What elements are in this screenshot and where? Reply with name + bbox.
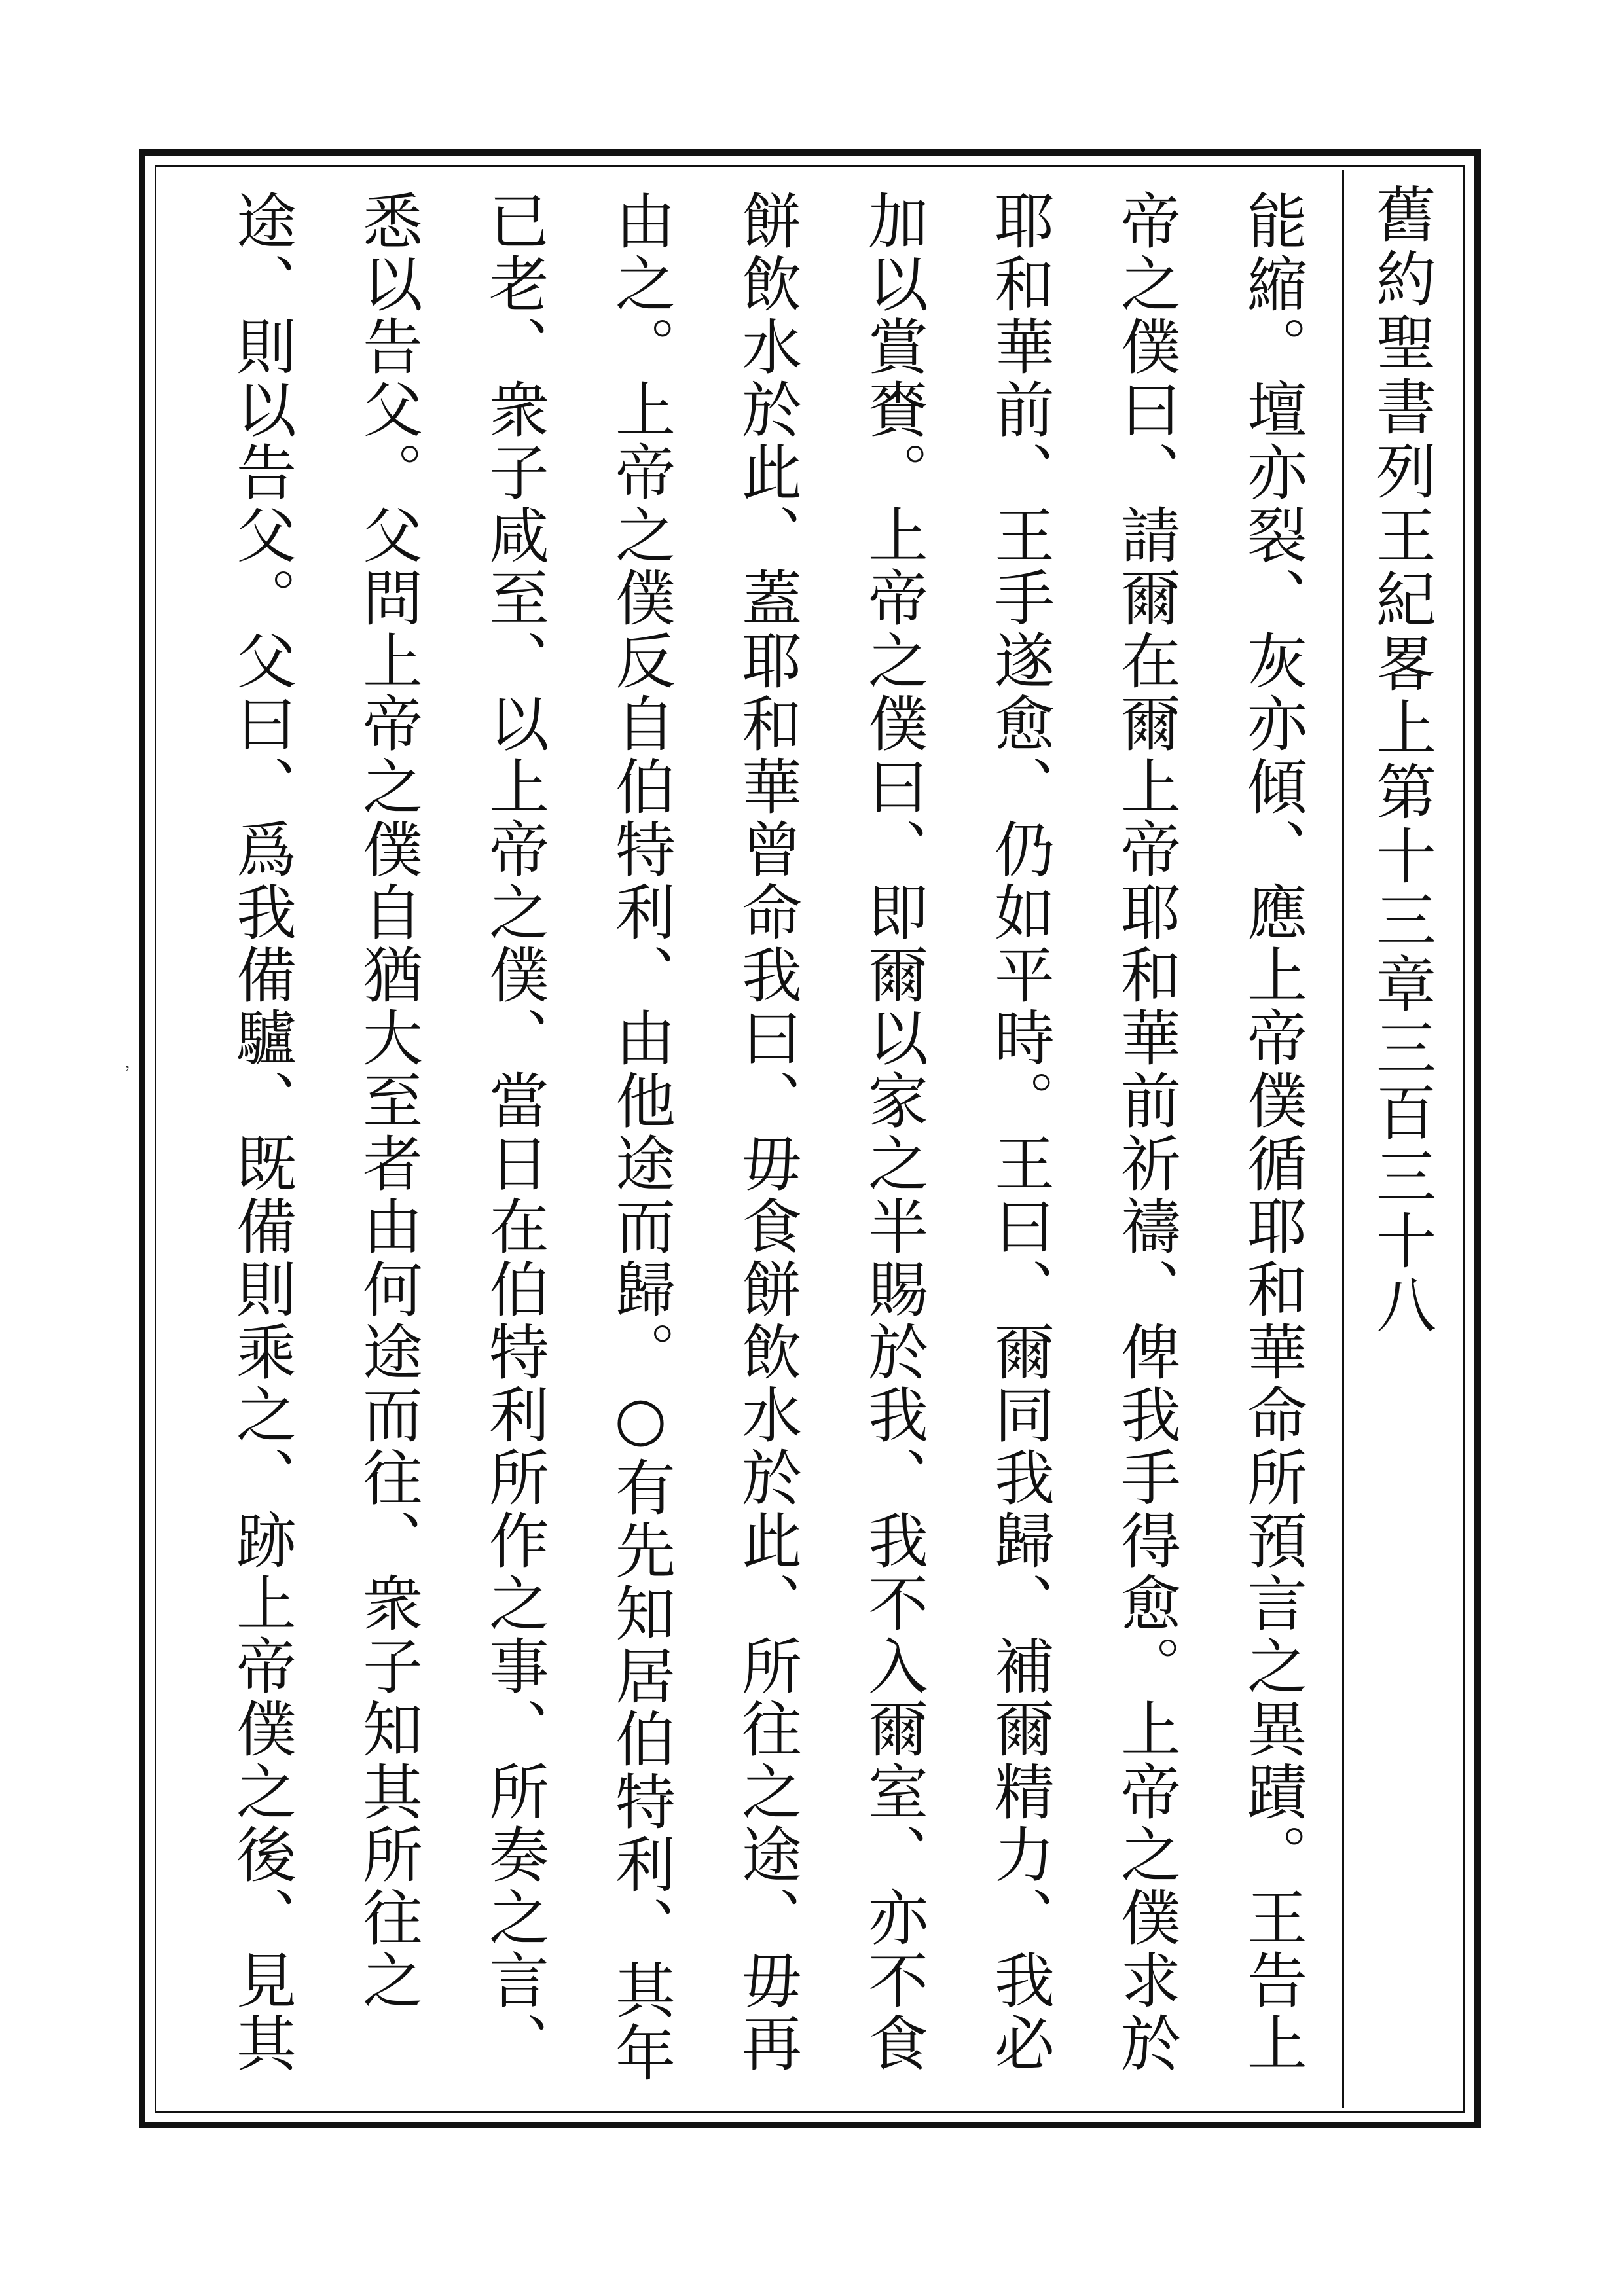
section-title: 列王紀畧上 xyxy=(1366,440,1436,761)
header-divider xyxy=(1342,170,1344,2108)
page-header xyxy=(1349,183,1453,2094)
book-title: 舊約聖書 xyxy=(1366,183,1436,440)
page-number: 三百三十八 xyxy=(1366,1017,1436,1338)
scripture-text: 能縮。壇亦裂、灰亦傾、應上帝僕循耶和華命所預言之異蹟。王告上帝之僕曰、請爾在爾上帝耶和華前祈禱、俾我手得愈。上帝之僕求於耶和華前、王手遂愈、仍如平時。王曰、爾同我歸、補爾精力、我必加以賞賚。上帝之僕曰、即爾以家之半賜於我、我不入爾室、亦不食餅飲水於此、蓋耶和華曾命我曰、毋食餅飲水於此、所往之途、毋再由之。上帝之僕反自伯特利、由他途而歸。○有先知居伯特利、其年已老、衆子咸至、以上帝之僕、當日在伯特利所作之事、所奏之言、悉以告父。父問上帝之僕自猶大至者由何途而往、衆子知其所往之途、則以告父。父曰、爲我備驢、既備則乘之、跡上帝僕之後、見其 xyxy=(227,190,1307,2085)
scripture-body xyxy=(177,190,1336,2088)
chapter-label: 第十三章 xyxy=(1366,761,1436,1017)
margin-mark: ， xyxy=(124,1050,143,1072)
